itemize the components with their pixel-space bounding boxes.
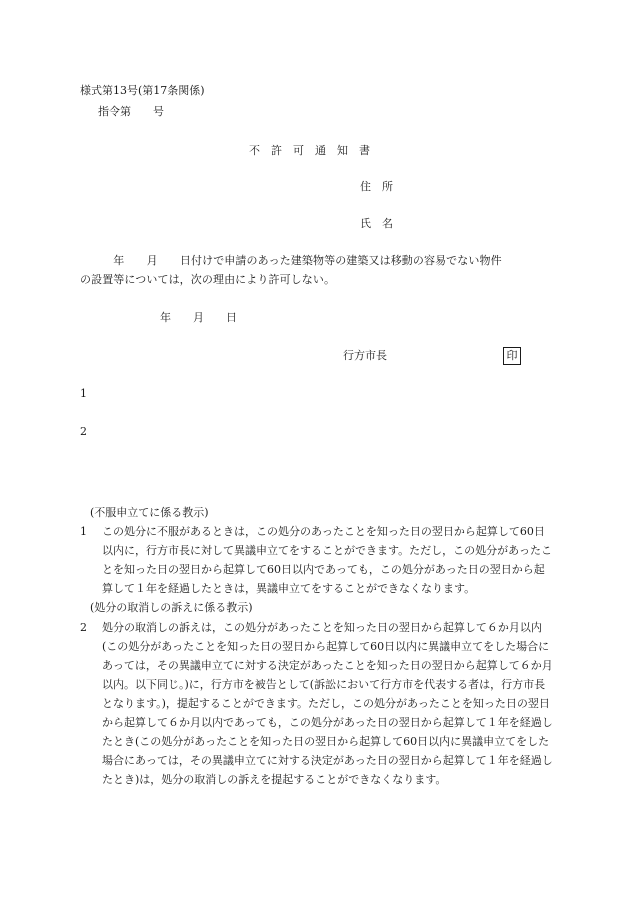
legal-notice — [80, 503, 555, 789]
notice-item-2 — [80, 618, 555, 790]
notice-item-1-number: 1 — [80, 525, 87, 539]
notice-item-1-text: この処分に不服があるときは，この処分のあったことを知った日の翌日から起算して60日以内に，行方市長に対して異議申立てをすることができます。ただし，この処分があったことを知った日の翌日から起算して60日以内であっても，この処分があった日の翌日から起算して１年を経過したときは，異議申立てをすることができなくなります。 — [102, 525, 553, 596]
issuer-name: 行方市長 — [343, 349, 387, 362]
notice-item-2-text: 処分の取消しの訴えは，この処分があったことを知った日の翌日から起算して６か月以内(この処分があったことを知った日の翌日から起算して60日以内に異議申立てをした場合にあっては，その異議申立てに対する決定があったことを知った日の翌日から起算して６か月以内。以下同じ。)に，行方市を被告として(訴訟において行方市を代表する者は，行方市長となります。)，提起することができます。ただし，この処分があったことを知った日の翌日から起算して６か月以内であっても，この処分があった日の翌日から起算して１年を経過したとき(この処分があったことを知った日の翌日から起算して60日以内に異議申立てをした場合にあっては，その異議申立てに対する決定があった日の翌日から起算して１年を経過したとき)は，処分の取消しの訴えを提起することができなくなります。 — [102, 620, 553, 787]
name-label: 氏 名 — [360, 217, 393, 230]
reason-1-number: 1 — [80, 387, 87, 400]
body-line-1: 年 月 日付けで申請のあった建築物等の建築又は移動の容易でない物件 — [80, 254, 502, 267]
issue-date: 年 月 日 — [160, 311, 237, 324]
notice-item-2-number: 2 — [80, 620, 87, 634]
body-paragraph — [80, 252, 560, 290]
address-label: 住 所 — [360, 180, 393, 193]
reason-2-number: 2 — [80, 425, 87, 438]
notice-item-1 — [80, 522, 555, 598]
document-title: 不 許 可 通 知 書 — [249, 144, 370, 157]
seal-mark: 印 — [503, 347, 521, 365]
form-label: 様式第13号(第17条関係) — [80, 84, 205, 97]
directive-number: 指令第 号 — [98, 105, 164, 118]
body-line-2: の設置等については，次の理由により許可しない。 — [80, 272, 336, 286]
notice-heading-lawsuit: (処分の取消しの訴えに係る教示) — [90, 601, 253, 615]
notice-heading-appeal: (不服申立てに係る教示) — [90, 506, 209, 519]
